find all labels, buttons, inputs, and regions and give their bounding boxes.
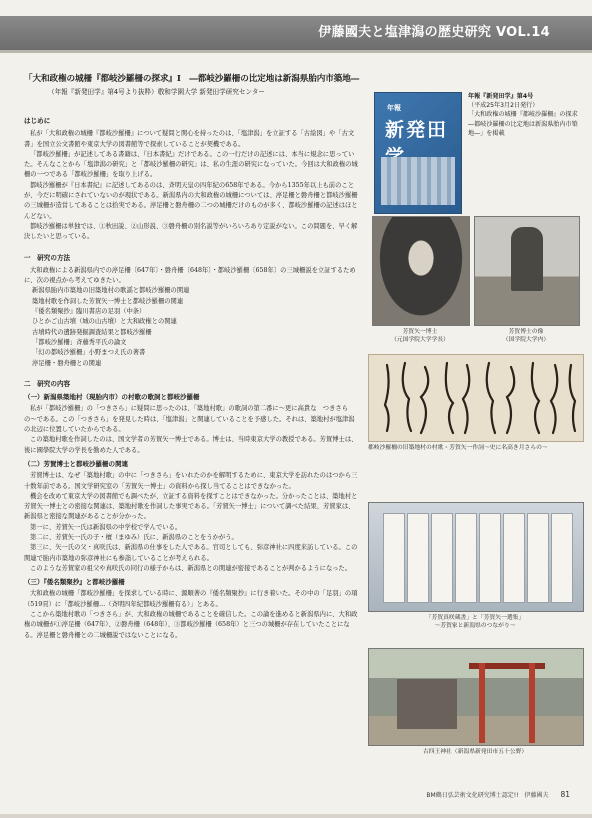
method-item: 「都岐沙羅柵」斉藤秀平氏の論文 [32, 338, 127, 346]
intro-paragraph: 都岐沙羅柵が『日本書紀』に記述してあるのは、斉明天皇の四年紀の658年である。今から1355年以上も前のことが、今だに明確にされていないのが現状である。新潟県内の大和政権の城柵については、渟足柵と磐舟柵と都岐沙羅柵の三城柵が造営してあることは拾実である。渟足柵と磐舟柵の二つの城柵だけのものが多く、都岐沙羅柵の記述はほとんどない。 [24, 181, 358, 220]
caption-line: 〜芳賀家と新潟県のつながり〜 [434, 623, 516, 629]
caption-line: 「芳賀真咲蔵書」と「芳賀矢一選集」 [425, 615, 525, 621]
journal-caption-line: 「大和政権の城柵『都岐沙羅柵』の探求―都岐沙羅柵の比定地は新潟県胎内市築地―」を掲載 [468, 111, 578, 137]
method-intro: 大和政権による新潟県内での渟足柵〔647年〕・磐舟柵〔648年〕・都岐沙羅柵〔658年〕の三城柵説を立証するために、次の視点から考えてゆきたい。 [24, 266, 356, 285]
intro-paragraph: 「都岐沙羅柵」が記述してある書籍は、『日本書紀』だけである。この一行だけの記述には、本当に規念に思っていた。そんなことから「塩津潟の研究」と「都岐沙羅柵の研究」は、私の生涯の研究になっていた。今回は大和政権の城柵の一つである「都岐沙羅柵」を取り上げる。 [24, 150, 358, 179]
method-item: 築地村歌を作詞した芳賀矢一博士と都岐沙羅柵の関連 [32, 297, 184, 305]
statue-photo [474, 216, 580, 326]
book-volume [503, 513, 525, 603]
shrine-photo [368, 648, 584, 746]
shrine-caption: 古四王神社（新潟県新発田市五十公野） [422, 749, 528, 755]
caption-line: 芳賀博士の像 [508, 329, 544, 335]
journal-cover-image [374, 92, 462, 214]
body-paragraph: 第一に、芳賀矢一氏は新潟県の中学校で学んでいる。 [30, 523, 182, 531]
intro-paragraph: 私が「大和政権の城柵『都岐沙羅柵』について疑問と関心を持ったのは、「塩津潟」を立証する「古絵図」や「古文書」を国立公文書館や東京大学の図書館等で探索していることが契機である。 [24, 130, 355, 148]
calligraphy-strokes [369, 355, 583, 441]
header-bar [0, 16, 592, 50]
journal-caption-heading: 年報『新発田学』第4号 [468, 93, 534, 100]
method-heading: 一 研究の方法 [24, 253, 71, 262]
article-title: 「大和政権の城柵『都岐沙羅柵の探求』Ⅰ ―都岐沙羅柵の比定地は新潟県胎内市築地― [24, 74, 360, 84]
body-paragraph: この築地村歌を作詞したのは、国文学者の芳賀矢一博士である。博士は、当時東京大学の教授である。芳賀博士は、後に國學院大学の学長を勤めた人である。 [24, 436, 358, 454]
method-item: ひとかご山古墳（城の山古墳）と大和政権との関連 [32, 318, 177, 326]
shrine-building [397, 679, 457, 729]
book-volume [431, 513, 453, 603]
body-paragraph: 私が「都岐沙羅柵」の「つきさら」に疑問に思ったのは、「築地村歌」の歌詞の第二番に〜更に高貴な つきさらの〜である。この「つきさら」を発見した時は、「塩津潟」と関連していることを予感した。それは、築地村が塩津潟の北辺に位置していたからである。 [24, 405, 355, 434]
cover-small-label: 年報 [387, 103, 401, 112]
subsection-heading: （三）『倭名類聚抄』と都岐沙羅柵 [24, 578, 125, 587]
method-item: 「幻の都岐沙羅柵」小野まつえ氏の著書 [32, 349, 146, 357]
method-item: 新潟県胎内市築地の旧築地村の歌謡と都岐沙羅柵の関連 [32, 287, 190, 295]
torii-pillar [529, 663, 535, 743]
journal-caption-line: （平成25年3月2日発行） [468, 102, 539, 110]
caption-line: 芳賀矢一博士 [402, 329, 438, 335]
body-paragraph: このような芳賀家の祖父や真咲氏の同行の様子からは、新潟県との関連が密接であることが判かるようになった。 [30, 564, 352, 572]
book-volume [527, 513, 549, 603]
book-volume [383, 513, 405, 603]
body-paragraph: 第三に、矢一氏の父・真咲氏は、新潟県の仕事をした人である。官司としても、弥彦神社に四度来訪している。この関連で胎内市築地の弥彦神社にも参詣していることが考えられる。 [24, 544, 358, 562]
article-subtitle: （年報『新発田学』第4号より抜粋）敬和学園大学 新発田学研究センター [48, 88, 266, 96]
series-title: 伊藤國夫と塩津潟の歴史研究 VOL.14 [318, 25, 550, 40]
book-volume [479, 513, 501, 603]
journal-caption [468, 92, 580, 138]
calligraphy-caption: 都岐沙羅柵の旧築地村の村歌・芳賀矢一作詞〜史に名高き月さらの〜 [368, 445, 548, 451]
calligraphy-photo [368, 354, 584, 442]
cover-illustration [381, 157, 455, 205]
portrait-photo [372, 216, 470, 326]
subsection-heading: （一）新潟県築地村（現胎内市）の村歌の歌詞と都岐沙羅柵 [24, 393, 200, 402]
footer-text: BM鶴日弘芸術文化研究博士認定!! 伊藤國夫 [426, 792, 549, 799]
caption-line: （元国学院大学学長） [391, 337, 449, 343]
book-volume [551, 513, 573, 603]
intro-heading: はじめに [24, 117, 51, 125]
body-paragraph: 機会を改めて東京大学の図書館でも調べたが、立証する資料を探すことはできなかった。分かったことは、築地村と芳賀矢一博士との密接な関連は、築地村歌を作詞した事実である。「芳賀矢一博士」について調べた結果、芳賀家は、新潟県と密接な関連があることが分かった。 [24, 492, 358, 521]
body-paragraph: 大和政権の城柵「都岐沙羅柵」を探求している時に、源順著の『倭名類聚抄』に行き着いた。その中の「足羽」の項（519頁）に「都岐沙羅柵…（斉明四年紀都岐沙羅柵有る）」とある。 [24, 590, 358, 608]
body-paragraph: 芳賀博士は、なぜ「築地村歌」の中に「つきさら」をいれたのかを解明するために、東京大学を訪れたのはつから三十数年前である。国文学研究室の「芳賀矢一博士」の資料から探し当てることはできなかった。 [24, 472, 358, 490]
books-caption [368, 614, 582, 630]
method-item: 渟足柵・磐舟柵との関連 [32, 359, 102, 367]
header-divider [0, 50, 592, 53]
bottom-edge [0, 814, 592, 818]
cover-title: 新発田 [385, 119, 449, 141]
portrait-caption [372, 328, 468, 344]
book-volume [455, 513, 477, 603]
method-item: 『倭名類聚抄』臨川書店の足羽（中条） [32, 308, 146, 316]
subsection-heading: （二）芳賀博士と都岐沙羅柵の関連 [24, 459, 128, 468]
book-volume [407, 513, 429, 603]
page-footer [426, 790, 570, 799]
method-item: 古墳時代の遺跡発掘調査結果と都岐沙羅柵 [32, 328, 152, 336]
main-text-column [24, 112, 360, 641]
torii-pillar [479, 663, 485, 743]
content-heading: 二 研究の内容 [24, 379, 71, 388]
books-photo [368, 502, 584, 612]
body-paragraph: ここから築地村歌の「つきさら」が、大和政権の城柵であることを確信した。この論を進めると新潟県内に、大和政権の城柵が①渟足柵（647年）、②磐舟柵（648年）、③都岐沙羅柵（658年）と三つの城柵が存在していたことになる。渟足柵と磐舟柵との二城柵説ではないことになる。 [24, 611, 358, 639]
page-number: 81 [560, 790, 570, 799]
caption-line: （国学院大学内） [502, 337, 550, 343]
statue-caption [474, 328, 578, 344]
body-paragraph: 第二に、芳賀矢一氏の子・檀（まゆみ）氏に、新潟県のことをうかがう。 [30, 533, 238, 541]
intro-paragraph: 都岐沙羅柵は単独では、①秋田説、②山形説、③磐舟柵の別名説等がいろいろあり定説がない。この問題を、早く解決したいと思っている。 [24, 222, 358, 241]
